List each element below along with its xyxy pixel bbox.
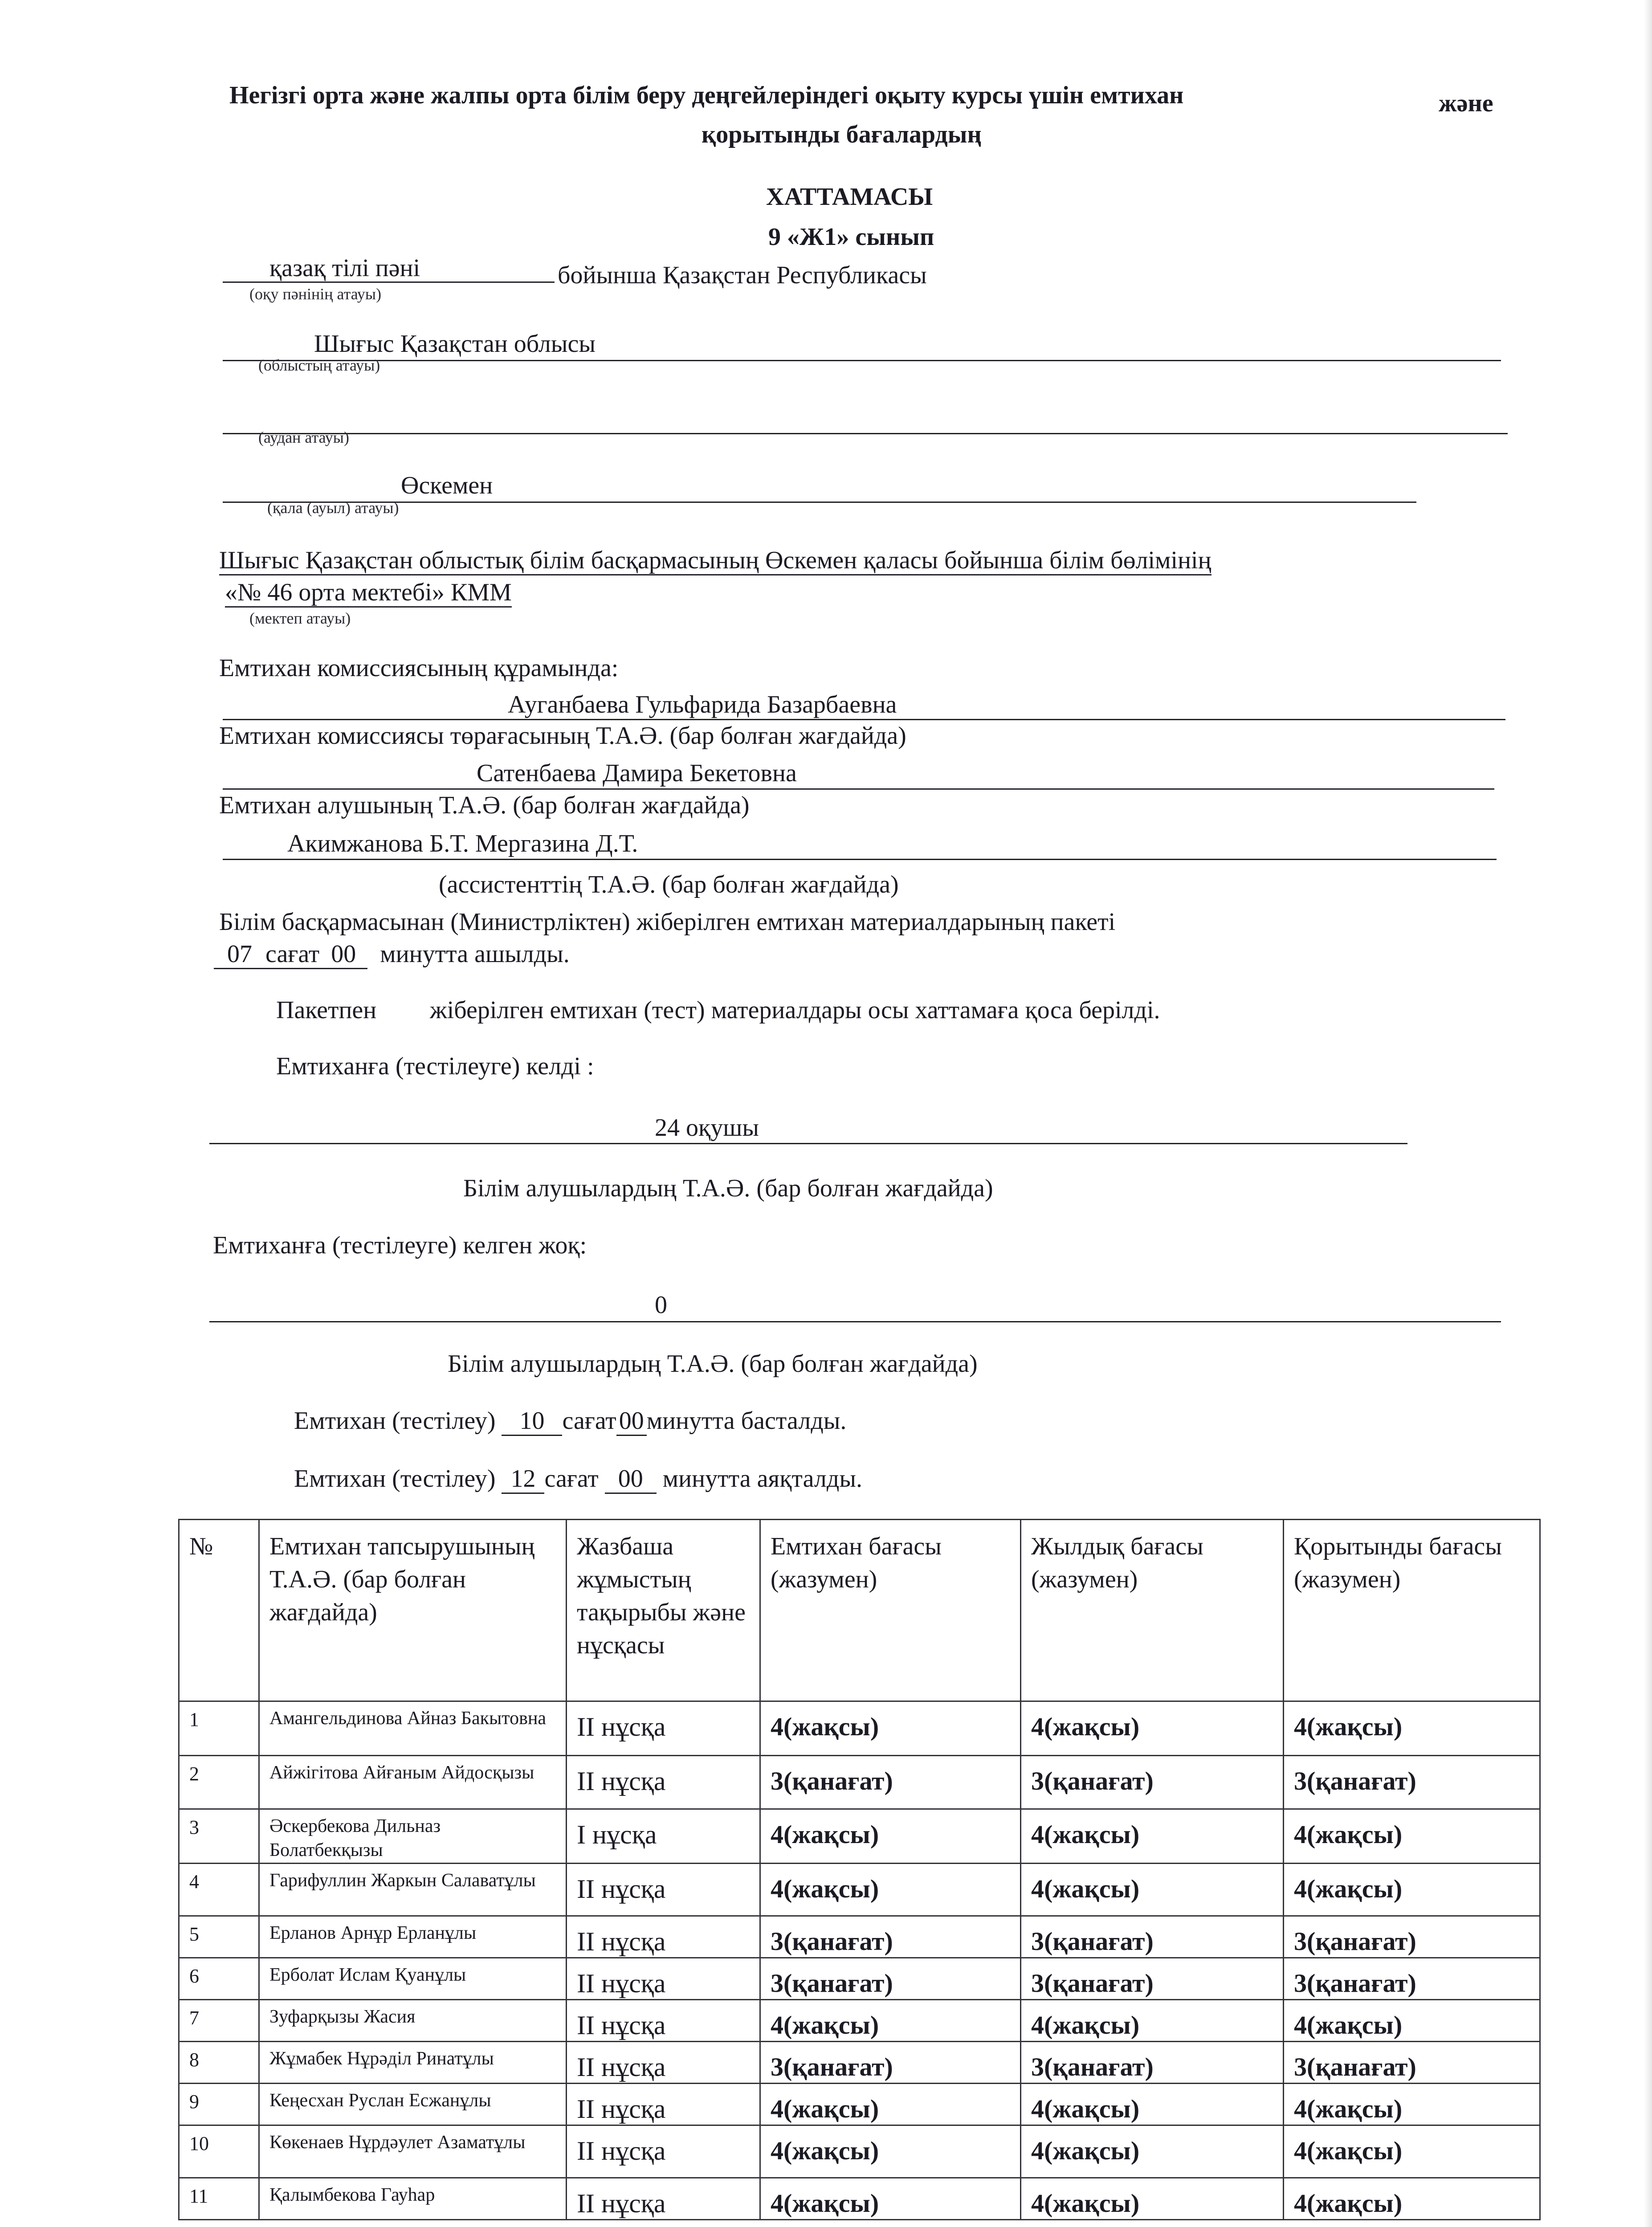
work-variant: ІІ нұсқа bbox=[567, 2084, 760, 2125]
row-number: 5 bbox=[179, 1916, 259, 1958]
chair-underline bbox=[223, 719, 1505, 720]
end-time bbox=[294, 1464, 862, 1493]
start-hour: 10 bbox=[502, 1407, 562, 1436]
student-name: Қалымбекова Гауһар bbox=[259, 2178, 567, 2220]
examiner-underline bbox=[223, 788, 1494, 790]
table-row bbox=[179, 1916, 1540, 1958]
school-name-part-1: Шығыс Қазақстан облыстық білім басқармасының Өскемен қаласы бойынша білім бөлімінің bbox=[219, 547, 1211, 575]
exam-grade: 3(қанағат) bbox=[760, 1916, 1021, 1958]
package-hour: 07 bbox=[214, 940, 265, 969]
row-number: 3 bbox=[179, 1809, 259, 1864]
table-row bbox=[179, 2178, 1540, 2220]
subject-suffix: бойынша Қазақстан Республикасы bbox=[558, 261, 927, 289]
start-suffix: минутта басталды. bbox=[646, 1407, 847, 1435]
work-variant: ІІ нұсқа bbox=[567, 1701, 760, 1756]
final-grade: 4(жақсы) bbox=[1284, 2125, 1540, 2178]
table-header-row bbox=[179, 1520, 1540, 1701]
annual-grade: 4(жақсы) bbox=[1021, 2000, 1284, 2042]
header-student-name: Емтихан тапсырушының Т.А.Ә. (бар болған жағдайда) bbox=[259, 1520, 567, 1701]
work-variant: ІІ нұсқа bbox=[567, 1958, 760, 2000]
grades-table bbox=[178, 1519, 1541, 2220]
annual-grade: 4(жақсы) bbox=[1021, 1864, 1284, 1916]
final-grade: 4(жақсы) bbox=[1284, 2178, 1540, 2220]
came-value: 24 оқушы bbox=[655, 1114, 759, 1142]
work-variant: ІІ нұсқа bbox=[567, 1864, 760, 1916]
header-final-grade: Қорытынды бағасы (жазумен) bbox=[1284, 1520, 1540, 1701]
table-row bbox=[179, 2084, 1540, 2125]
student-name: Ерболат Ислам Қуанұлы bbox=[259, 1958, 567, 2000]
final-grade: 4(жақсы) bbox=[1284, 2084, 1540, 2125]
row-number: 11 bbox=[179, 2178, 259, 2220]
work-variant: ІІ нұсқа bbox=[567, 2000, 760, 2042]
exam-grade: 4(жақсы) bbox=[760, 1864, 1021, 1916]
chair-name: Ауганбаева Гульфарида Базарбаевна bbox=[508, 691, 897, 718]
came-underline bbox=[209, 1143, 1407, 1144]
table-row bbox=[179, 1864, 1540, 1916]
commission-label: Емтихан комиссиясының құрамында: bbox=[219, 654, 619, 682]
exam-grade: 4(жақсы) bbox=[760, 2084, 1021, 2125]
final-grade: 3(қанағат) bbox=[1284, 1958, 1540, 2000]
package-open-time bbox=[214, 940, 570, 968]
school-line-2 bbox=[225, 578, 512, 607]
student-name: Айжігітова Айғаным Айдосқызы bbox=[259, 1756, 567, 1809]
student-name: Гарифуллин Жаркын Салаватұлы bbox=[259, 1864, 567, 1916]
table-row bbox=[179, 1756, 1540, 1809]
row-number: 4 bbox=[179, 1864, 259, 1916]
district-caption: (аудан атауы) bbox=[258, 428, 349, 446]
exam-grade: 4(жақсы) bbox=[760, 2000, 1021, 2042]
annual-grade: 3(қанағат) bbox=[1021, 2042, 1284, 2084]
header-work-variant: Жазбаша жұмыстың тақырыбы және нұсқасы bbox=[567, 1520, 760, 1701]
exam-grade: 3(қанағат) bbox=[760, 1958, 1021, 2000]
assistants-underline bbox=[223, 859, 1497, 860]
row-number: 10 bbox=[179, 2125, 259, 2178]
annual-grade: 3(қанағат) bbox=[1021, 1958, 1284, 2000]
annual-grade: 4(жақсы) bbox=[1021, 2178, 1284, 2220]
table-row bbox=[179, 2000, 1540, 2042]
final-grade: 4(жақсы) bbox=[1284, 2000, 1540, 2042]
start-time bbox=[294, 1407, 846, 1435]
annual-grade: 3(қанағат) bbox=[1021, 1756, 1284, 1809]
came-caption: Білім алушылардың Т.А.Ә. (бар болған жағдайда) bbox=[463, 1175, 993, 1202]
package-attached-b: жіберілген емтихан (тест) материалдары осы хаттамаға қоса берілді. bbox=[430, 996, 1160, 1024]
package-hour-label: сағат bbox=[265, 940, 319, 969]
assistants-name: Акимжанова Б.Т. Мергазина Д.Т. bbox=[287, 830, 638, 857]
title-line-1: Негізгі орта және жалпы орта білім беру деңгейлеріндегі оқыту курсы үшін емтихан bbox=[229, 82, 1184, 109]
student-name: Кеңесхан Руслан Есжанұлы bbox=[259, 2084, 567, 2125]
annual-grade: 4(жақсы) bbox=[1021, 2084, 1284, 2125]
final-grade: 3(қанағат) bbox=[1284, 1916, 1540, 1958]
table-row bbox=[179, 1958, 1540, 2000]
came-label: Емтиханға (тестілеуге) келді : bbox=[276, 1052, 594, 1080]
exam-grade: 3(қанағат) bbox=[760, 2042, 1021, 2084]
exam-grade: 4(жақсы) bbox=[760, 2125, 1021, 2178]
class-heading: 9 «Ж1» сынып bbox=[768, 223, 934, 251]
final-grade: 4(жақсы) bbox=[1284, 1809, 1540, 1864]
package-minute: 00 bbox=[319, 940, 367, 969]
scan-edge-shadow bbox=[1644, 0, 1652, 2227]
student-name: Амангельдинова Айназ Бакытовна bbox=[259, 1701, 567, 1756]
examiner-caption: Емтихан алушының Т.А.Ә. (бар болған жағдайда) bbox=[219, 791, 750, 819]
student-name: Көкенаев Нұрдәулет Азаматұлы bbox=[259, 2125, 567, 2178]
absent-label: Емтиханға (тестілеуге) келген жоқ: bbox=[213, 1232, 587, 1259]
header-exam-grade: Емтихан бағасы (жазумен) bbox=[760, 1520, 1021, 1701]
work-variant: ІІ нұсқа bbox=[567, 2178, 760, 2220]
final-grade: 4(жақсы) bbox=[1284, 1864, 1540, 1916]
student-name: Зуфарқызы Жасия bbox=[259, 2000, 567, 2042]
subject-value: қазақ тілі пәні bbox=[269, 254, 420, 282]
student-name: Жұмабек Нұрәділ Ринатұлы bbox=[259, 2042, 567, 2084]
work-variant: І нұсқа bbox=[567, 1809, 760, 1864]
region-value: Шығыс Қазақстан облысы bbox=[314, 330, 596, 358]
region-underline bbox=[223, 360, 1501, 361]
table-body bbox=[179, 1701, 1540, 2220]
title-line-2: қорытынды бағалардың bbox=[702, 121, 982, 148]
row-number: 2 bbox=[179, 1756, 259, 1809]
row-number: 8 bbox=[179, 2042, 259, 2084]
start-prefix: Емтихан (тестілеу) bbox=[294, 1407, 496, 1435]
exam-grade: 4(жақсы) bbox=[760, 1701, 1021, 1756]
district-underline bbox=[223, 433, 1508, 434]
student-name: Ерланов Арнұр Ерланұлы bbox=[259, 1916, 567, 1958]
school-caption: (мектеп атауы) bbox=[249, 609, 351, 627]
title-line-1-tail: және bbox=[1439, 90, 1493, 117]
start-minute: 00 bbox=[616, 1407, 647, 1436]
exam-grade: 4(жақсы) bbox=[760, 1809, 1021, 1864]
chair-caption: Емтихан комиссиясы төрағасының Т.А.Ә. (бар болған жағдайда) bbox=[219, 722, 906, 750]
work-variant: ІІ нұсқа bbox=[567, 2125, 760, 2178]
row-number: 6 bbox=[179, 1958, 259, 2000]
final-grade: 3(қанағат) bbox=[1284, 1756, 1540, 1809]
package-line-1: Білім басқармасынан (Министрліктен) жіберілген емтихан материалдарының пакеті bbox=[219, 908, 1116, 936]
assistants-caption: (ассистенттің Т.А.Ә. (бар болған жағдайда) bbox=[439, 871, 899, 898]
school-line-1 bbox=[219, 546, 1211, 575]
exam-grade: 3(қанағат) bbox=[760, 1756, 1021, 1809]
table-row bbox=[179, 2042, 1540, 2084]
end-hour-label: сағат bbox=[544, 1465, 599, 1493]
package-attached-a: Пакетпен bbox=[276, 996, 377, 1024]
header-annual-grade: Жылдық бағасы (жазумен) bbox=[1021, 1520, 1284, 1701]
student-name: Әскербекова Дильназ Болатбекқызы bbox=[259, 1809, 567, 1864]
school-name-part-2: «№ 46 орта мектебі» КММ bbox=[225, 579, 512, 608]
city-value: Өскемен bbox=[401, 472, 493, 499]
region-caption: (облыстың атауы) bbox=[258, 356, 380, 374]
work-variant: ІІ нұсқа bbox=[567, 1916, 760, 1958]
table-row bbox=[179, 2125, 1540, 2178]
city-underline bbox=[223, 502, 1416, 503]
absent-value: 0 bbox=[655, 1291, 667, 1319]
absent-caption: Білім алушылардың Т.А.Ә. (бар болған жағдайда) bbox=[448, 1350, 978, 1378]
examiner-name: Сатенбаева Дамира Бекетовна bbox=[477, 759, 797, 787]
end-hour: 12 bbox=[502, 1465, 544, 1494]
protocol-heading: ХАТТАМАСЫ bbox=[766, 183, 933, 211]
end-minute: 00 bbox=[605, 1465, 657, 1494]
annual-grade: 3(қанағат) bbox=[1021, 1916, 1284, 1958]
final-grade: 3(қанағат) bbox=[1284, 2042, 1540, 2084]
header-number: № bbox=[179, 1520, 259, 1701]
work-variant: ІІ нұсқа bbox=[567, 2042, 760, 2084]
end-prefix: Емтихан (тестілеу) bbox=[294, 1465, 496, 1493]
exam-grade: 4(жақсы) bbox=[760, 2178, 1021, 2220]
end-suffix: минутта аяқталды. bbox=[662, 1465, 862, 1493]
table-row bbox=[179, 1701, 1540, 1756]
row-number: 7 bbox=[179, 2000, 259, 2042]
city-caption: (қала (ауыл) атауы) bbox=[267, 499, 399, 517]
absent-underline bbox=[209, 1321, 1501, 1322]
annual-grade: 4(жақсы) bbox=[1021, 1701, 1284, 1756]
final-grade: 4(жақсы) bbox=[1284, 1701, 1540, 1756]
package-minute-label: минутта ашылды. bbox=[380, 940, 570, 968]
annual-grade: 4(жақсы) bbox=[1021, 2125, 1284, 2178]
work-variant: ІІ нұсқа bbox=[567, 1756, 760, 1809]
row-number: 1 bbox=[179, 1701, 259, 1756]
table-row bbox=[179, 1809, 1540, 1864]
row-number: 9 bbox=[179, 2084, 259, 2125]
annual-grade: 4(жақсы) bbox=[1021, 1809, 1284, 1864]
subject-caption: (оқу пәнінің атауы) bbox=[249, 285, 382, 303]
start-hour-label: сағат bbox=[562, 1407, 616, 1435]
